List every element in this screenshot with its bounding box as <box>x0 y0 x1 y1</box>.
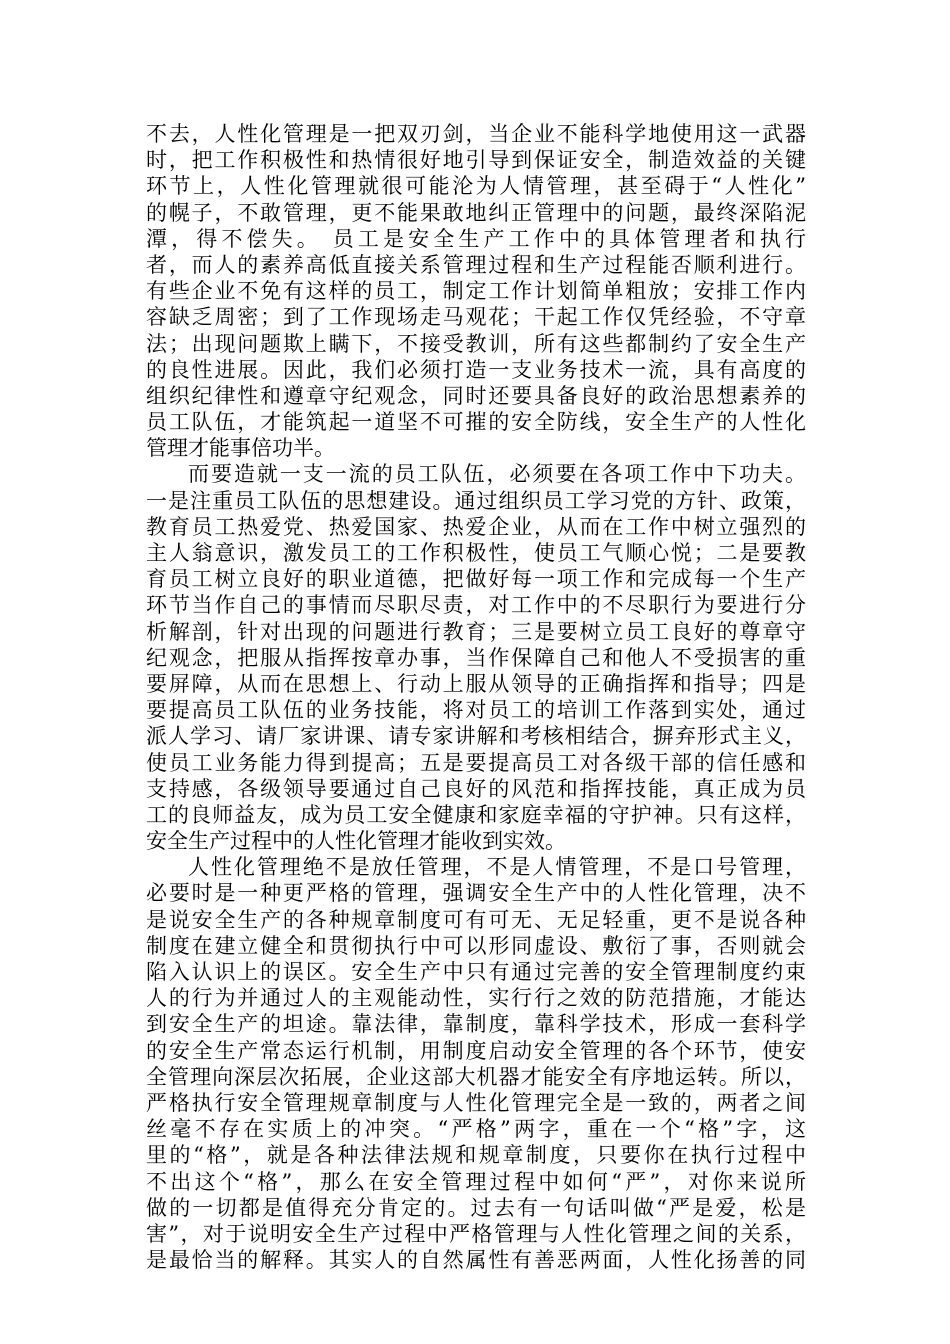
text-line: 时，把工作积极性和热情很好地引导到保证安全，制造效益的关键 <box>146 148 806 173</box>
text-line: 工的良师益友，成为员工安全健康和家庭幸福的守护神。只有这样， <box>146 802 806 827</box>
text-line: 丝毫不存在实质上的冲突。“严格”两字，重在一个“格”字，这 <box>146 1117 806 1142</box>
text-line: 纪观念，把服从指挥按章办事，当作保障自己和他人不受损害的重 <box>146 645 806 670</box>
text-line: 有些企业不免有这样的员工，制定工作计划简单粗放；安排工作内 <box>146 279 806 304</box>
text-line: 支持感，各级领导要通过自己良好的风范和指挥技能，真正成为员 <box>146 776 806 801</box>
text-line: 不出这个“格”，那么在安全管理过程中如何“严”，对你来说所 <box>146 1169 806 1194</box>
text-line: 派人学习、请厂家讲课、请专家讲解和考核相结合，摒弃形式主义， <box>146 724 806 749</box>
text-line: 主人翁意识，激发员工的工作积极性，使员工气顺心悦；二是要教 <box>146 541 806 565</box>
text-line: 人性化管理绝不是放任管理，不是人情管理，不是口号管理， <box>188 855 806 880</box>
text-line: 全管理向深层次拓展，企业这部大机器才能安全有序地运转。所以， <box>146 1064 806 1089</box>
text-line: 教育员工热爱党、热爱国家、热爱企业，从而在工作中树立强烈的 <box>146 514 806 539</box>
text-line: 严格执行安全管理规章制度与人性化管理完全是一致的，两者之间 <box>146 1090 806 1115</box>
text-line: 做的一切都是值得充分肯定的。过去有一句话叫做“严是爱，松是 <box>146 1195 806 1220</box>
text-line: 而要造就一支一流的员工队伍，必须要在各项工作中下功夫。 <box>188 462 806 487</box>
text-line: 潭，得不偿失。 员工是安全生产工作中的具体管理者和执行 <box>146 226 806 251</box>
text-line: 一是注重员工队伍的思想建设。通过组织员工学习党的方针、政策， <box>146 488 806 513</box>
text-line: 陷入认识上的误区。安全生产中只有通过完善的安全管理制度约束 <box>146 960 806 984</box>
text-line: 人的行为并通过人的主观能动性，实行行之效的防范措施，才能达 <box>146 986 806 1011</box>
text-line: 员工队伍，才能筑起一道坚不可摧的安全防线，安全生产的人性化 <box>146 410 806 435</box>
text-line: 要屏障，从而在思想上、行动上服从领导的正确指挥和指导；四是 <box>146 671 806 696</box>
text-line: 是最恰当的解释。其实人的自然属性有善恶两面，人性化扬善的同 <box>146 1248 806 1273</box>
text-line: 的幌子，不敢管理，更不能果敢地纠正管理中的问题，最终深陷泥 <box>146 200 806 225</box>
text-line: 要提高员工队伍的业务技能，将对员工的培训工作落到实处，通过 <box>146 698 806 723</box>
text-line: 育员工树立良好的职业道德，把做好每一项工作和完成每一个生产 <box>146 567 806 592</box>
text-line: 管理才能事倍功半。 <box>146 436 335 461</box>
text-line: 者，而人的素养高低直接关系管理过程和生产过程能否顺利进行。 <box>146 252 806 277</box>
text-line: 制度在建立健全和贯彻执行中可以形同虚设、敷衍了事，否则就会 <box>146 933 806 958</box>
text-line: 容缺乏周密；到了工作现场走马观花；干起工作仅凭经验，不守章 <box>146 305 806 330</box>
document-body <box>146 121 806 1273</box>
text-line: 使员工业务能力得到提高；五是要提高员工对各级干部的信任感和 <box>146 750 806 775</box>
text-line: 不去，人性化管理是一把双刃剑，当企业不能科学地使用这一武器 <box>146 122 806 146</box>
text-line: 环节上，人性化管理就很可能沦为人情管理，甚至碍于“人性化” <box>146 174 806 199</box>
text-line: 害”，对于说明安全生产过程中严格管理与人性化管理之间的关系， <box>146 1221 806 1246</box>
text-line: 里的“格”，就是各种法律法规和规章制度，只要你在执行过程中 <box>146 1143 806 1168</box>
text-line: 必要时是一种更严格的管理，强调安全生产中的人性化管理，决不 <box>146 881 806 906</box>
text-line: 组织纪律性和遵章守纪观念，同时还要具备良好的政治思想素养的 <box>146 383 806 408</box>
text-line: 析解剖，针对出现的问题进行教育；三是要树立员工良好的尊章守 <box>146 619 806 644</box>
text-line: 法；出现问题欺上瞒下，不接受教训，所有这些都制约了安全生产 <box>146 331 806 356</box>
text-line: 到安全生产的坦途。靠法律，靠制度，靠科学技术，形成一套科学 <box>146 1012 806 1037</box>
text-line: 的良性进展。因此，我们必须打造一支业务技术一流，具有高度的 <box>146 357 806 382</box>
text-line: 的安全生产常态运行机制，用制度启动安全管理的各个环节，使安 <box>146 1038 806 1063</box>
text-line: 环节当作自己的事情而尽职尽责，对工作中的不尽职行为要进行分 <box>146 593 806 618</box>
text-line: 是说安全生产的各种规章制度可有可无、无足轻重，更不是说各种 <box>146 907 806 932</box>
text-line: 安全生产过程中的人性化管理才能收到实效。 <box>146 829 566 854</box>
